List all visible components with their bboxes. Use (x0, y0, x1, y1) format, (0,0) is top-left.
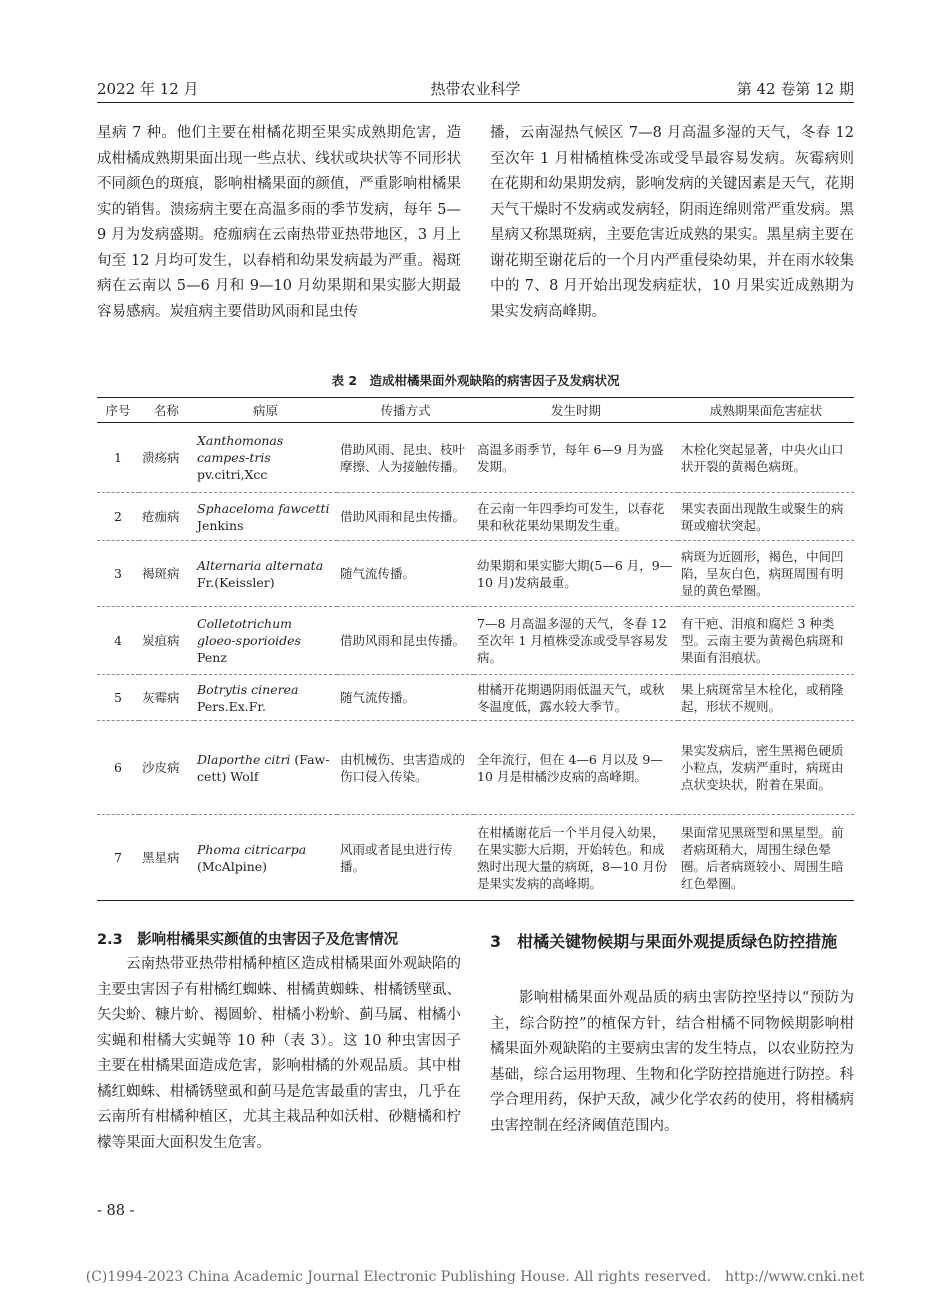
cell-name: 褐斑病 (139, 541, 194, 607)
cell-no: 2 (97, 493, 139, 541)
pathogen-name: Sphaceloma fawcetti (197, 500, 330, 516)
cell-pathogen (194, 607, 337, 675)
cell-spread: 由机械伤、虫害造成的伤口侵入传染。 (337, 721, 474, 815)
cell-no: 1 (97, 423, 139, 493)
table-row (97, 815, 854, 901)
section-2-3-heading: 2.3 影响柑橘果实颜值的虫害因子及危害情况 (97, 932, 399, 948)
cell-period: 柑橘开花期遇阴雨低温天气，或秋冬温度低，露水较大季节。 (474, 675, 678, 721)
body-paragraph: 星病 7 种。他们主要在柑橘花期至果实成熟期危害，造成柑橘成熟期果面出现一些点状、线状或块状等不同形状不同颜色的斑痕，影响柑橘果面的颜值，严重影响柑橘果实的销售。溃疡病主要在高温多雨的季节发病，每年 5—9 月为发病盛期。疮痂病在云南热带亚热带地区，3 月上旬至 12 月均可发生，以春梢和幼果发病最为严重。褐斑病在云南以 5—6 月和 9—10 月幼果期和果实膨大期最容易感病。炭疽病主要借助风雨和昆虫传 (97, 125, 461, 320)
cell-no: 6 (97, 721, 139, 815)
table-row (97, 541, 854, 607)
pathogen-author: Penz (197, 650, 227, 665)
cell-spread: 借助风雨和昆虫传播。 (337, 493, 474, 541)
cell-spread: 风雨或者昆虫进行传播。 (337, 815, 474, 901)
pathogen-name: Xanthomonas campes-tris (197, 433, 284, 465)
cell-period: 高温多雨季节，每年 6—9 月为盛发期。 (474, 423, 678, 493)
cell-no: 4 (97, 607, 139, 675)
cell-name: 黑星病 (139, 815, 194, 901)
right-column-top (490, 121, 854, 325)
pathogen-author: (Faw-cett) Wolf (197, 751, 330, 784)
issue-date: 2022 年 12 月 (97, 80, 199, 98)
running-header (97, 76, 854, 103)
table-title: 表 2 造成柑橘果面外观缺陷的病害因子及发病状况 (331, 373, 620, 388)
pathogen-author: Jenkins (197, 517, 244, 533)
cell-name: 炭疽病 (139, 607, 194, 675)
cell-period: 在云南一年四季均可发生，以春花果和秋花果幼果期发生重。 (474, 493, 678, 541)
body-paragraph: 影响柑橘果面外观品质的病虫害防控坚持以“预防为主，综合防控”的植保方针，结合柑橘不同物候期影响柑橘果面外观缺陷的主要病虫害的发生特点，以农业防控为基础，综合运用物理、生物和化学防控措施进行防控。科学合理用药，保护天敌，减少化学农药的使用，将柑橘病虫害控制在经济阈值范围内。 (490, 990, 854, 1134)
cell-pathogen (194, 541, 337, 607)
pathogen-name: Dlaporthe citri (197, 751, 291, 767)
body-paragraph: 播，云南湿热气候区 7—8 月高温多湿的天气，冬春 12 至次年 1 月柑橘植株受冻或受旱最容易发病。灰霉病则在花期和幼果期发病，影响发病的关键因素是天气，花期天气干燥时不发病或发病轻，阴雨连绵则常严重发病。黑星病又称黑斑病，主要危害近成熟的果实。黑星病主要在谢花期至谢花后的一个月内严重侵染幼果，并在雨水较集中的 7、8 月开始出现发病症状，10 月果实近成熟期为果实发病高峰期。 (490, 125, 854, 320)
section-3-heading: 3 柑橘关键物候期与果面外观提质绿色防控措施 (490, 932, 838, 951)
col-header-no: 序号 (97, 398, 139, 423)
table-row (97, 423, 854, 493)
section-2-3-body (97, 952, 461, 1156)
cell-no: 7 (97, 815, 139, 901)
cell-no: 3 (97, 541, 139, 607)
pathogen-name: Botrytis cinerea (197, 681, 299, 697)
pathogen-name: Alternaria alternata (197, 557, 324, 573)
table-header-row (97, 398, 854, 423)
cell-spread: 借助风雨和昆虫传播。 (337, 607, 474, 675)
cell-period: 幼果期和果实膨大期(5—6 月，9—10 月)发病最重。 (474, 541, 678, 607)
cell-symptom: 果上病斑常呈木栓化，或稍隆起，形状不规则。 (678, 675, 854, 721)
table-row (97, 493, 854, 541)
cell-symptom: 有干疤、泪痕和腐烂 3 种类型。云南主要为黄褐色病斑和果面有泪痕状。 (678, 607, 854, 675)
table-row (97, 607, 854, 675)
col-header-pathogen: 病原 (194, 398, 337, 423)
cell-pathogen (194, 423, 337, 493)
cell-period: 7—8 月高温多湿的天气，冬春 12 至次年 1 月植株受冻或受旱容易发病。 (474, 607, 678, 675)
cell-pathogen (194, 815, 337, 901)
body-paragraph: 云南热带亚热带柑橘种植区造成柑橘果面外观缺陷的主要虫害因子有柑橘红蜘蛛、柑橘黄蜘蛛、柑橘锈壁虱、矢尖蚧、糠片蚧、褐圆蚧、柑橘小粉蚧、蓟马属、柑橘小实蝇和柑橘大实蝇等 10 种（表 3）。这 10 种虫害因子主要在柑橘果面造成危害，影响柑橘的外观品质。其中柑橘红蜘蛛、柑橘锈壁虱和蓟马是危害最重的害虫，几乎在云南所有柑橘种植区，尤其主栽品种如沃柑、砂糖橘和柠檬等果面大面积发生危害。 (97, 956, 461, 1151)
volume-issue: 第 42 卷第 12 期 (736, 80, 854, 98)
cell-no: 5 (97, 675, 139, 721)
cell-period: 在柑橘谢花后一个半月侵入幼果，在果实膨大后期，开始转色。和成熟时出现大量的病斑，8—10 月份是果实发病的高峰期。 (474, 815, 678, 901)
left-column-top (97, 121, 461, 325)
pathogen-author: Fr.(Keissler) (197, 574, 275, 590)
pathogen-author: Pers.Ex.Fr. (197, 698, 267, 714)
cell-symptom: 病斑为近圆形，褐色，中间凹陷，呈灰白色，病斑周围有明显的黄色晕圈。 (678, 541, 854, 607)
cell-symptom: 果实发病后，密生黑褐色硬质小粒点，发病严重时，病斑由点状变块状，附着在果面。 (678, 721, 854, 815)
journal-name: 热带农业科学 (430, 80, 521, 98)
cell-name: 灰霉病 (139, 675, 194, 721)
section-3-body (490, 986, 854, 1139)
cell-name: 沙皮病 (139, 721, 194, 815)
pathogen-name: Colletotrichum gloeo-sporioides (197, 616, 301, 648)
col-header-symptom: 成熟期果面危害症状 (678, 398, 854, 423)
cell-spread: 借助风雨、昆虫、枝叶摩擦、人为接触传播。 (337, 423, 474, 493)
cell-spread: 随气流传播。 (337, 675, 474, 721)
cell-name: 溃疡病 (139, 423, 194, 493)
cell-pathogen (194, 721, 337, 815)
cell-symptom: 果实表面出现散生或聚生的病斑或瘤状突起。 (678, 493, 854, 541)
cell-pathogen (194, 493, 337, 541)
table-row (97, 675, 854, 721)
page-number: - 88 - (97, 1203, 135, 1219)
table-row (97, 721, 854, 815)
disease-table (97, 397, 854, 901)
cell-pathogen (194, 675, 337, 721)
cell-period: 全年流行，但在 4—6 月以及 9—10 月是柑橘沙皮病的高峰期。 (474, 721, 678, 815)
copyright-footer: (C)1994-2023 China Academic Journal Electronic Publishing House. All rights reserved. http://www.cnki.net (85, 1269, 865, 1285)
cell-symptom: 木栓化突起显著，中央火山口状开裂的黄褐色病斑。 (678, 423, 854, 493)
col-header-period: 发生时期 (474, 398, 678, 423)
cell-symptom: 果面常见黑斑型和黑星型。前者病斑稍大，周围生绿色晕圈。后者病斑较小、周围生暗红色晕圈。 (678, 815, 854, 901)
pathogen-author: pv.citri,Xcc (197, 467, 268, 482)
cell-spread: 随气流传播。 (337, 541, 474, 607)
pathogen-author: (McAlpine) (197, 858, 268, 874)
col-header-name: 名称 (139, 398, 194, 423)
col-header-spread: 传播方式 (337, 398, 474, 423)
pathogen-name: Phoma citricarpa (197, 841, 307, 857)
cell-name: 疮痂病 (139, 493, 194, 541)
